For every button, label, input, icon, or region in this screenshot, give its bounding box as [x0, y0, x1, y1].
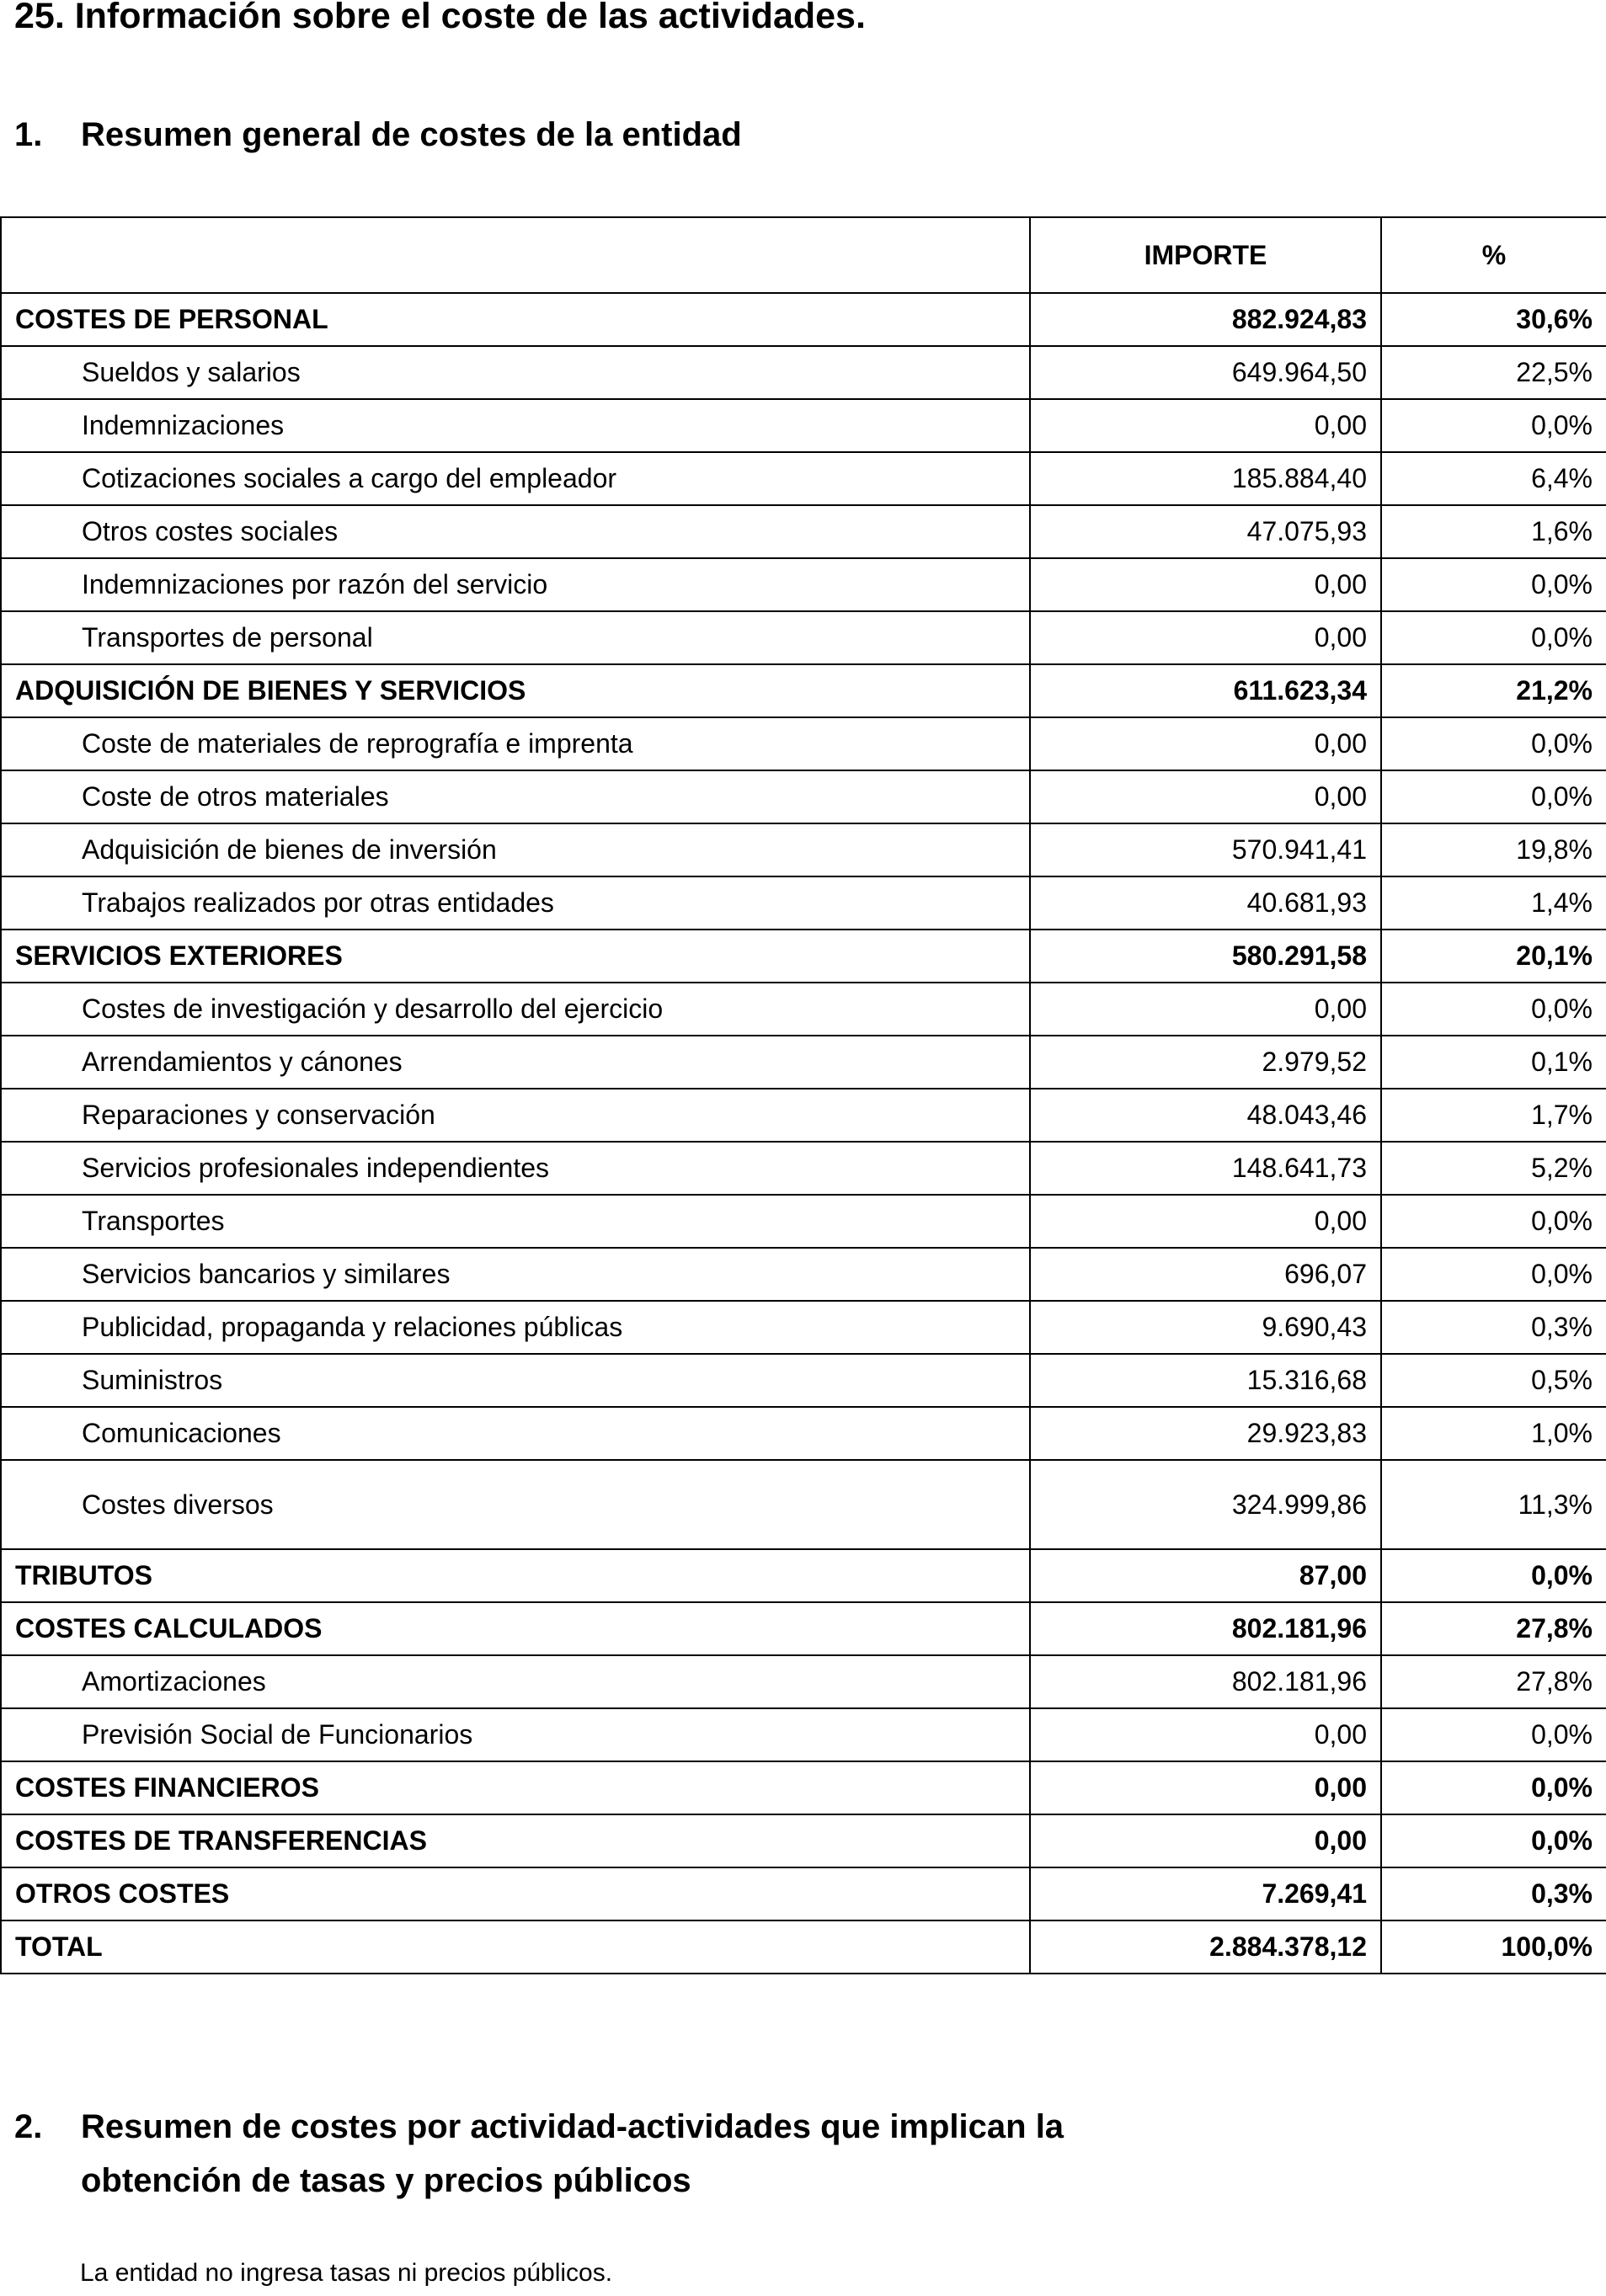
row-amount: 0,00 [1030, 611, 1381, 664]
row-concept: Transportes [1, 1195, 1030, 1248]
row-amount: 0,00 [1030, 717, 1381, 770]
row-percent: 27,8% [1381, 1655, 1606, 1708]
row-amount: 0,00 [1030, 399, 1381, 452]
table-row [1, 505, 1606, 558]
row-percent: 22,5% [1381, 346, 1606, 399]
row-concept: Indemnizaciones por razón del servicio [1, 558, 1030, 611]
table-row [1, 664, 1606, 717]
row-concept: Suministros [1, 1354, 1030, 1407]
table-row [1, 1761, 1606, 1814]
row-percent: 0,0% [1381, 770, 1606, 823]
row-concept: Coste de materiales de reprografía e imprenta [1, 717, 1030, 770]
row-concept: Comunicaciones [1, 1407, 1030, 1460]
header-concept [1, 217, 1030, 293]
table-row [1, 717, 1606, 770]
row-concept: TRIBUTOS [1, 1549, 1030, 1602]
table-row [1, 1708, 1606, 1761]
row-concept: Previsión Social de Funcionarios [1, 1708, 1030, 1761]
section-2-title: Resumen de costes por actividad-actividades que implican la obtención de tasas y precios públicos [81, 2108, 1064, 2199]
table-row [1, 770, 1606, 823]
section-2-heading [14, 2100, 1176, 2208]
row-concept: TOTAL [1, 1920, 1030, 1974]
table-row [1, 1460, 1606, 1549]
table-row [1, 1036, 1606, 1089]
row-percent: 1,4% [1381, 876, 1606, 930]
table-row [1, 1195, 1606, 1248]
section-2-note: La entidad no ingresa tasas ni precios públicos. [80, 2259, 613, 2287]
row-amount: 47.075,93 [1030, 505, 1381, 558]
table-row [1, 293, 1606, 346]
row-amount: 48.043,46 [1030, 1089, 1381, 1142]
row-concept: Servicios bancarios y similares [1, 1248, 1030, 1301]
table-row [1, 611, 1606, 664]
table-row [1, 823, 1606, 876]
section-1-number: 1. [14, 116, 43, 153]
section-1-title: Resumen general de costes de la entidad [81, 116, 742, 153]
table-row [1, 1655, 1606, 1708]
row-concept: Reparaciones y conservación [1, 1089, 1030, 1142]
row-percent: 0,3% [1381, 1867, 1606, 1920]
table-row [1, 1301, 1606, 1354]
row-concept: Adquisición de bienes de inversión [1, 823, 1030, 876]
row-percent: 0,5% [1381, 1354, 1606, 1407]
table-row [1, 1602, 1606, 1655]
row-percent: 27,8% [1381, 1602, 1606, 1655]
row-percent: 100,0% [1381, 1920, 1606, 1974]
row-amount: 2.884.378,12 [1030, 1920, 1381, 1974]
row-percent: 1,7% [1381, 1089, 1606, 1142]
row-amount: 7.269,41 [1030, 1867, 1381, 1920]
row-amount: 2.979,52 [1030, 1036, 1381, 1089]
row-amount: 696,07 [1030, 1248, 1381, 1301]
row-amount: 580.291,58 [1030, 930, 1381, 983]
row-amount: 649.964,50 [1030, 346, 1381, 399]
table-row [1, 452, 1606, 505]
row-percent: 20,1% [1381, 930, 1606, 983]
table-body [1, 293, 1606, 1974]
row-concept: Cotizaciones sociales a cargo del empleador [1, 452, 1030, 505]
table-row [1, 1814, 1606, 1867]
row-amount: 0,00 [1030, 1761, 1381, 1814]
row-percent: 0,1% [1381, 1036, 1606, 1089]
row-amount: 882.924,83 [1030, 293, 1381, 346]
row-percent: 5,2% [1381, 1142, 1606, 1195]
row-percent: 11,3% [1381, 1460, 1606, 1549]
row-percent: 0,0% [1381, 983, 1606, 1036]
row-amount: 87,00 [1030, 1549, 1381, 1602]
row-percent: 0,0% [1381, 1708, 1606, 1761]
row-concept: COSTES CALCULADOS [1, 1602, 1030, 1655]
row-amount: 0,00 [1030, 1814, 1381, 1867]
table-row [1, 1407, 1606, 1460]
row-amount: 9.690,43 [1030, 1301, 1381, 1354]
row-amount: 611.623,34 [1030, 664, 1381, 717]
row-percent: 0,0% [1381, 611, 1606, 664]
row-amount: 185.884,40 [1030, 452, 1381, 505]
row-percent: 0,0% [1381, 1761, 1606, 1814]
table-row [1, 346, 1606, 399]
table-row [1, 1354, 1606, 1407]
row-concept: Costes diversos [1, 1460, 1030, 1549]
header-importe: IMPORTE [1030, 217, 1381, 293]
row-amount: 29.923,83 [1030, 1407, 1381, 1460]
row-percent: 0,0% [1381, 717, 1606, 770]
row-concept: Otros costes sociales [1, 505, 1030, 558]
row-concept: Servicios profesionales independientes [1, 1142, 1030, 1195]
row-percent: 0,0% [1381, 1549, 1606, 1602]
row-concept: Trabajos realizados por otras entidades [1, 876, 1030, 930]
row-concept: ADQUISICIÓN DE BIENES Y SERVICIOS [1, 664, 1030, 717]
section-2-number: 2. [14, 2108, 43, 2145]
table-row [1, 558, 1606, 611]
table-row [1, 1867, 1606, 1920]
header-percent: % [1381, 217, 1606, 293]
row-amount: 15.316,68 [1030, 1354, 1381, 1407]
row-amount: 0,00 [1030, 558, 1381, 611]
row-percent: 1,0% [1381, 1407, 1606, 1460]
row-concept: COSTES DE PERSONAL [1, 293, 1030, 346]
row-percent: 1,6% [1381, 505, 1606, 558]
row-concept: Indemnizaciones [1, 399, 1030, 452]
section-1-heading [14, 108, 742, 162]
table-row [1, 1920, 1606, 1974]
table-row [1, 1089, 1606, 1142]
row-percent: 19,8% [1381, 823, 1606, 876]
table-row [1, 1248, 1606, 1301]
table-row [1, 930, 1606, 983]
row-percent: 0,0% [1381, 1248, 1606, 1301]
row-percent: 0,0% [1381, 399, 1606, 452]
row-concept: SERVICIOS EXTERIORES [1, 930, 1030, 983]
table-row [1, 983, 1606, 1036]
table-header-row [1, 217, 1606, 293]
row-amount: 148.641,73 [1030, 1142, 1381, 1195]
row-concept: Amortizaciones [1, 1655, 1030, 1708]
row-concept: Transportes de personal [1, 611, 1030, 664]
row-percent: 21,2% [1381, 664, 1606, 717]
row-concept: Arrendamientos y cánones [1, 1036, 1030, 1089]
row-percent: 0,0% [1381, 1814, 1606, 1867]
row-concept: OTROS COSTES [1, 1867, 1030, 1920]
page-title: 25. Información sobre el coste de las actividades. [14, 0, 866, 36]
row-amount: 0,00 [1030, 1195, 1381, 1248]
row-amount: 0,00 [1030, 1708, 1381, 1761]
row-amount: 324.999,86 [1030, 1460, 1381, 1549]
row-amount: 0,00 [1030, 770, 1381, 823]
row-concept: Publicidad, propaganda y relaciones públicas [1, 1301, 1030, 1354]
row-concept: COSTES DE TRANSFERENCIAS [1, 1814, 1030, 1867]
row-amount: 802.181,96 [1030, 1602, 1381, 1655]
table-row [1, 876, 1606, 930]
row-amount: 570.941,41 [1030, 823, 1381, 876]
row-percent: 6,4% [1381, 452, 1606, 505]
row-percent: 30,6% [1381, 293, 1606, 346]
row-concept: Coste de otros materiales [1, 770, 1030, 823]
table-row [1, 1549, 1606, 1602]
row-concept: Sueldos y salarios [1, 346, 1030, 399]
row-percent: 0,0% [1381, 1195, 1606, 1248]
row-percent: 0,3% [1381, 1301, 1606, 1354]
row-concept: Costes de investigación y desarrollo del ejercicio [1, 983, 1030, 1036]
row-percent: 0,0% [1381, 558, 1606, 611]
table-row [1, 1142, 1606, 1195]
cost-summary-table [0, 216, 1606, 1974]
row-amount: 40.681,93 [1030, 876, 1381, 930]
table-row [1, 399, 1606, 452]
row-amount: 802.181,96 [1030, 1655, 1381, 1708]
row-amount: 0,00 [1030, 983, 1381, 1036]
row-concept: COSTES FINANCIEROS [1, 1761, 1030, 1814]
